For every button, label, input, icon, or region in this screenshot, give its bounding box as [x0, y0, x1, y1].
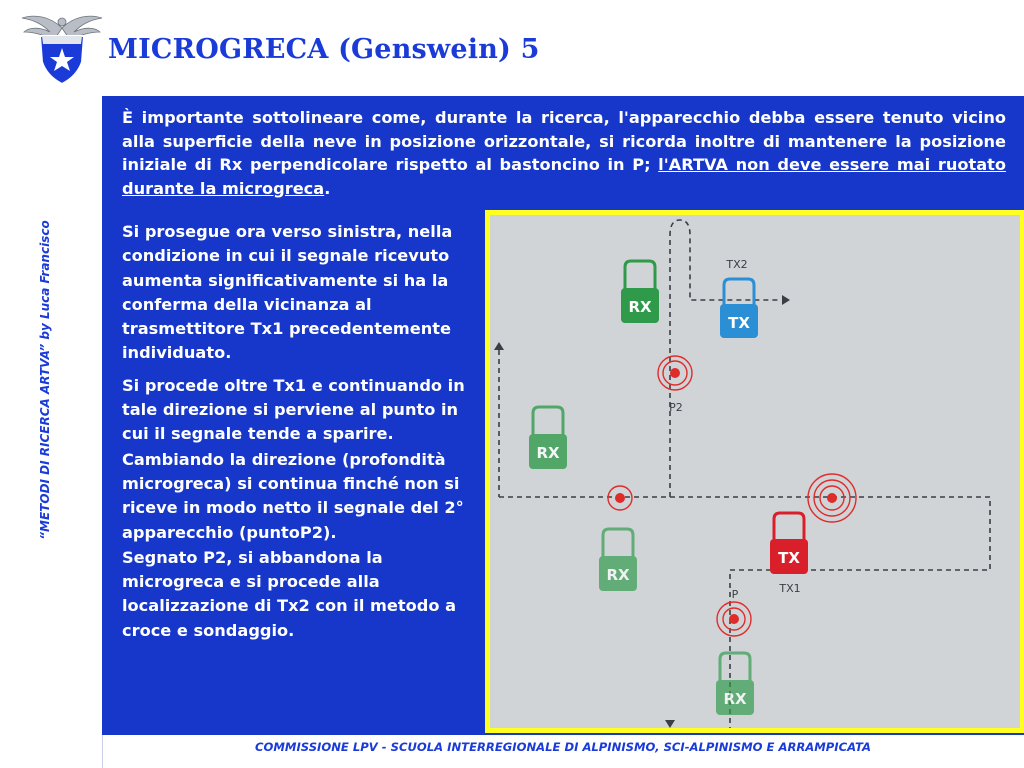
cai-eagle-logo-icon	[20, 6, 104, 88]
tx2-label: TX2	[726, 258, 748, 271]
intro-text: È importante sottolineare come, durante la ricerca, l'apparecchio debba essere tenuto vicino alla superficie della neve in posizione orizzontale, si ricorda inoltre di mantenere la posizione iniziale di Rx perpendicolare rispetto al bastoncino in P;	[122, 108, 1006, 174]
tx-label: TX	[778, 549, 800, 567]
target-p2	[658, 356, 692, 390]
rx-label: RX	[536, 444, 560, 462]
rx-label: RX	[628, 298, 652, 316]
explanation-paragraph-3: Cambiando la direzione (profondità microgreca) si continua finché non si riceve in modo netto il segnale del 2° apparecchio (puntoP2).	[122, 449, 464, 542]
search-diagram	[485, 210, 1024, 733]
tx-label: TX	[728, 314, 750, 332]
footer-text: COMMISSIONE LPV - SCUOLA INTERREGIONALE DI ALPINISMO, SCI-ALPINISMO E ARRAMPICATA	[255, 740, 871, 754]
intro-underlined-text: l'ARTVA non deve essere mai ruotato durante la microgreca	[122, 155, 1007, 198]
rx-label: RX	[606, 566, 630, 584]
p2-label: P2	[669, 401, 683, 414]
content-panel	[102, 96, 1024, 735]
tx1-label: TX1	[779, 582, 801, 595]
explanation-column	[122, 220, 472, 651]
p-label: P	[731, 588, 739, 601]
microgreca-path-diagram	[490, 215, 1020, 728]
explanation-paragraph-1: Si prosegue ora verso sinistra, nella condizione in cui il segnale ricevuto aumenta significativamente si ha la conferma della vicinanza al trasmettitore Tx1 precedentemente individuato.	[122, 222, 453, 363]
vertical-author-label: “METODI DI RICERCA ARTVA” by Luca Francisco	[38, 220, 52, 540]
explanation-paragraph-4: Segnato P2, si abbandona la microgreca e si procede alla localizzazione di Tx2 con il metodo a croce e sondaggio.	[122, 547, 457, 640]
intro-paragraph	[122, 106, 1006, 200]
explanation-paragraph-2: Si procede oltre Tx1 e continuando in tale direzione si perviene al punto in cui il segnale tende a sparire.	[122, 375, 465, 444]
rx-label: RX	[723, 690, 747, 708]
intro-end: .	[324, 178, 331, 198]
page-title: MICROGRECA (Genswein) 5	[108, 34, 540, 65]
